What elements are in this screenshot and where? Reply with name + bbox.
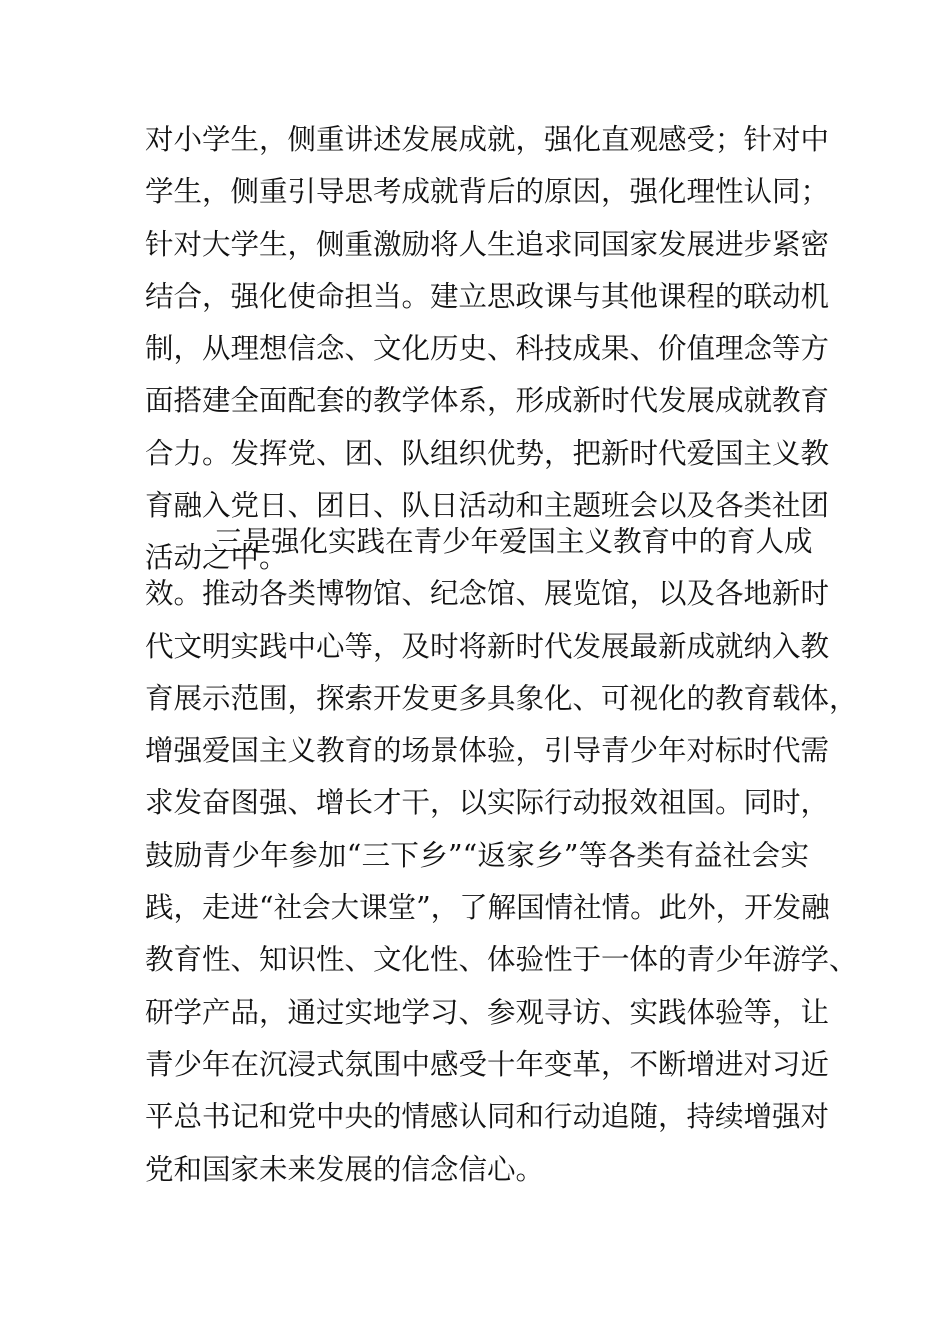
paragraph-1-line: 针对大学生，侧重激励将人生追求同国家发展进步紧密 [145, 227, 830, 261]
paragraph-2-line: 党和国家未来发展的信念信心。 [145, 1152, 545, 1186]
paragraph-2-line: 三是强化实践在青少年爱国主义教育中的育人成 [214, 525, 813, 558]
paragraph-1-line: 对小学生，侧重讲述发展成就，强化直观感受；针对中 [145, 123, 830, 156]
paragraph-2-line: 育展示范围，探索开发更多具象化、可视化的教育载体， [145, 681, 858, 715]
paragraph-2 [145, 516, 858, 1196]
paragraph-2-line: 研学产品，通过实地学习、参观寻访、实践体验等，让 [145, 995, 830, 1029]
paragraph-2-line: 增强爱国主义教育的场景体验，引导青少年对标时代需 [145, 734, 830, 768]
paragraph-2-line: 求发奋图强、增长才干，以实际行动报效祖国。同时， [145, 786, 830, 820]
paragraph-1-line: 结合，强化使命担当。建立思政课与其他课程的联动机 [145, 279, 830, 313]
paragraph-1-line: 活动之中。 [145, 541, 288, 575]
paragraph-1-line: 学生，侧重引导思考成就背后的原因，强化理性认同； [145, 175, 830, 209]
paragraph-2-line: 青少年在沉浸式氛围中感受十年变革，不断增进对习近 [145, 1047, 830, 1081]
paragraph-1-line: 面搭建全面配套的教学体系，形成新时代发展成就教育 [145, 384, 830, 418]
paragraph-2-line: 效。推动各类博物馆、纪念馆、展览馆，以及各地新时 [145, 577, 830, 611]
paragraph-1-line: 制，从理想信念、文化历史、科技成果、价值理念等方 [145, 332, 830, 366]
paragraph-2-line: 践，走进“社会大课堂”，了解国情社情。此外，开发融 [145, 891, 830, 925]
paragraph-1 [145, 114, 830, 585]
paragraph-2-line: 平总书记和党中央的情感认同和行动追随，持续增强对 [145, 1100, 830, 1134]
paragraph-2-line: 鼓励青少年参加“三下乡”“返家乡”等各类有益社会实 [145, 838, 809, 872]
paragraph-2-line: 代文明实践中心等，及时将新时代发展最新成就纳入教 [145, 629, 830, 663]
paragraph-1-line: 育融入党日、团日、队日活动和主题班会以及各类社团 [145, 489, 830, 523]
paragraph-2-line: 教育性、知识性、文化性、体验性于一体的青少年游学、 [145, 943, 858, 977]
paragraph-1-line: 合力。发挥党、团、队组织优势，把新时代爱国主义教 [145, 436, 830, 470]
